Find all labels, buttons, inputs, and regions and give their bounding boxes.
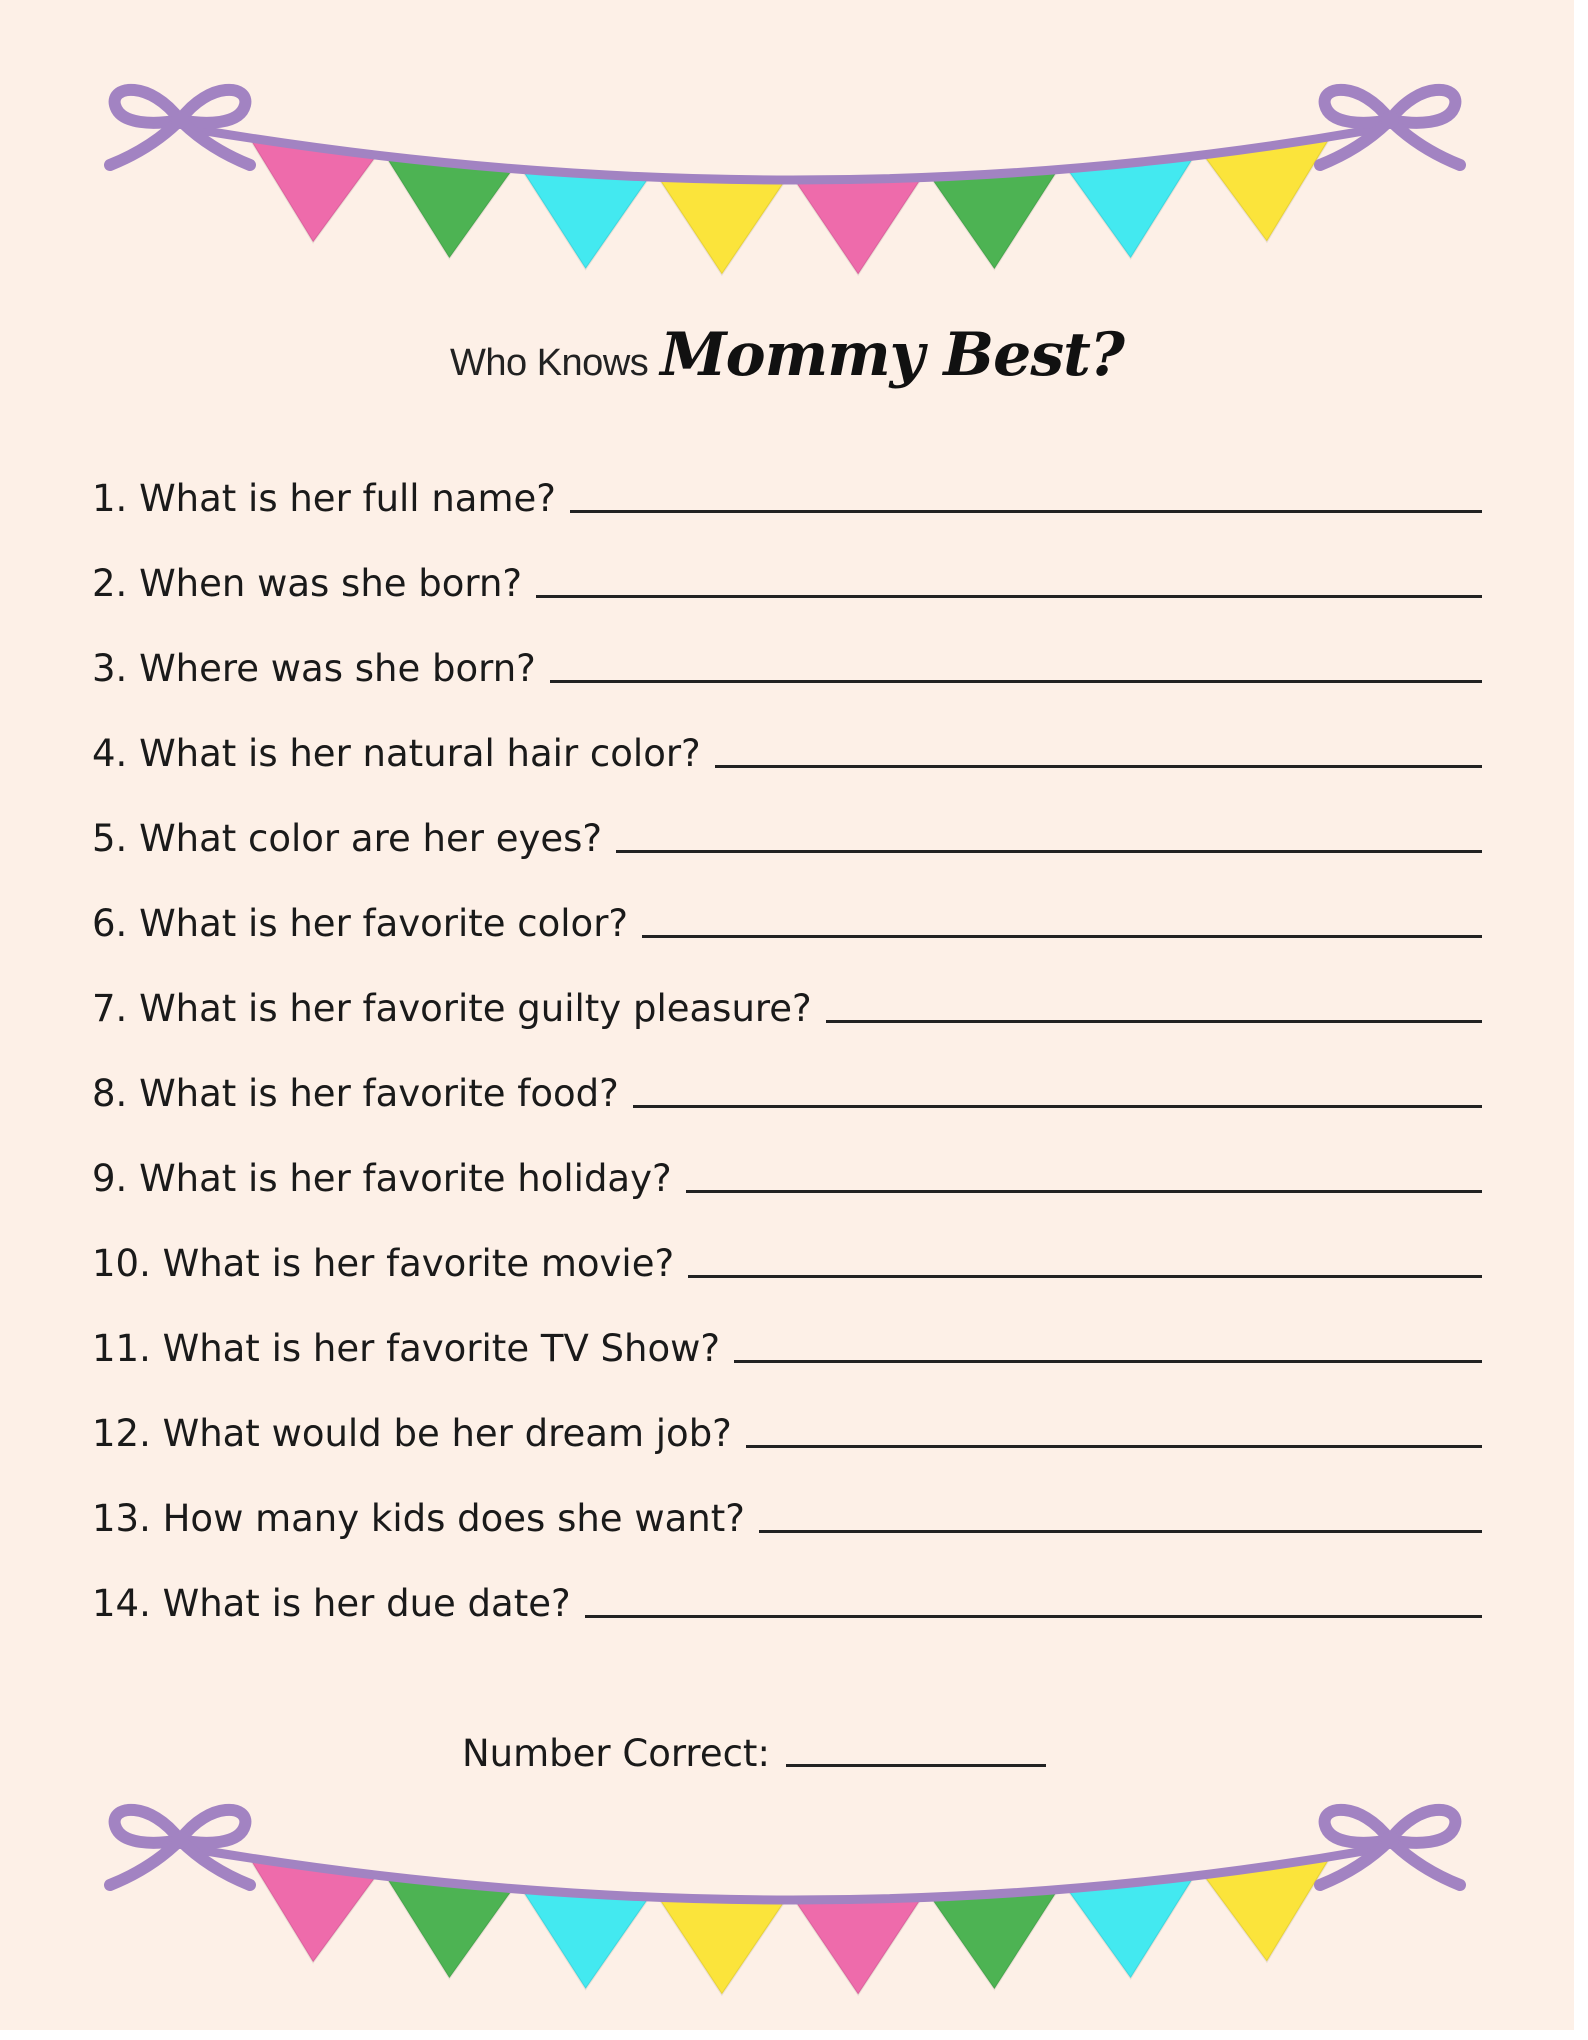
question-text: 9. What is her favorite holiday? xyxy=(92,1157,672,1201)
question-row xyxy=(92,946,1482,1031)
bunting-flag xyxy=(657,175,787,274)
question-text: 10. What is her favorite movie? xyxy=(92,1242,675,1286)
score-label: Number Correct: xyxy=(462,1732,770,1775)
answer-blank[interactable] xyxy=(688,1274,1482,1278)
bow-loop-right xyxy=(180,90,245,123)
bow-knot xyxy=(1381,111,1399,129)
ribbon-bow-icon xyxy=(110,90,250,165)
bunting-flag xyxy=(521,1887,651,1988)
bunting-string xyxy=(200,1850,1370,1900)
question-list xyxy=(92,436,1482,1626)
question-row xyxy=(92,1371,1482,1456)
bow-loop-right xyxy=(1325,1810,1390,1843)
question-row xyxy=(92,1541,1482,1626)
question-row xyxy=(92,776,1482,861)
score-field xyxy=(462,1732,1046,1775)
question-row xyxy=(92,606,1482,691)
question-text: 4. What is her natural hair color? xyxy=(92,732,701,776)
question-text: 12. What would be her dream job? xyxy=(92,1412,732,1456)
answer-blank[interactable] xyxy=(715,764,1482,768)
answer-blank[interactable] xyxy=(616,849,1482,853)
question-text: 13. How many kids does she want? xyxy=(92,1497,745,1541)
ribbon-bow-icon xyxy=(110,1810,250,1885)
bunting-flag xyxy=(793,1895,923,1994)
answer-blank[interactable] xyxy=(642,934,1482,938)
answer-blank[interactable] xyxy=(746,1444,1482,1448)
question-text: 7. What is her favorite guilty pleasure? xyxy=(92,987,812,1031)
question-text: 11. What is her favorite TV Show? xyxy=(92,1327,720,1371)
question-row xyxy=(92,1201,1482,1286)
answer-blank[interactable] xyxy=(633,1104,1482,1108)
bunting-banner-top xyxy=(0,60,1588,300)
question-text: 1. What is her full name? xyxy=(92,477,556,521)
bunting-banner-bottom xyxy=(0,1780,1588,2020)
question-row xyxy=(92,521,1482,606)
answer-blank[interactable] xyxy=(759,1529,1482,1533)
question-text: 3. Where was she born? xyxy=(92,647,536,691)
question-row xyxy=(92,691,1482,776)
bow-loop-left xyxy=(115,1810,180,1843)
ribbon-bow-icon xyxy=(1320,90,1460,165)
question-text: 14. What is her due date? xyxy=(92,1582,571,1626)
bunting-flag xyxy=(657,1895,787,1994)
question-text: 8. What is her favorite food? xyxy=(92,1072,619,1116)
question-row xyxy=(92,861,1482,946)
bow-loop-left xyxy=(1390,90,1455,123)
bunting-flag xyxy=(929,167,1059,269)
question-text: 2. When was she born? xyxy=(92,562,523,606)
question-row xyxy=(92,1031,1482,1116)
answer-blank[interactable] xyxy=(826,1019,1482,1023)
question-row xyxy=(92,1286,1482,1371)
score-blank[interactable] xyxy=(786,1763,1046,1767)
question-text: 5. What color are her eyes? xyxy=(92,817,603,861)
bunting-flag xyxy=(793,175,923,274)
bow-knot xyxy=(171,111,189,129)
question-text: 6. What is her favorite color? xyxy=(92,902,629,946)
question-row xyxy=(92,1456,1482,1541)
title-prefix: Who Knows xyxy=(450,342,649,384)
title-emphasis: Mommy Best? xyxy=(660,320,1124,390)
page-title xyxy=(0,320,1574,390)
answer-blank[interactable] xyxy=(686,1189,1482,1193)
bunting-flag xyxy=(521,167,651,268)
answer-blank[interactable] xyxy=(734,1359,1482,1363)
bow-loop-right xyxy=(180,1810,245,1843)
bow-loop-left xyxy=(1390,1810,1455,1843)
answer-blank[interactable] xyxy=(550,679,1482,683)
answer-blank[interactable] xyxy=(585,1614,1482,1618)
bow-loop-left xyxy=(115,90,180,123)
bow-loop-right xyxy=(1325,90,1390,123)
bunting-string xyxy=(200,130,1370,180)
bow-knot xyxy=(1381,1831,1399,1849)
answer-blank[interactable] xyxy=(536,594,1482,598)
answer-blank[interactable] xyxy=(570,509,1482,513)
ribbon-bow-icon xyxy=(1320,1810,1460,1885)
bunting-flag xyxy=(929,1887,1059,1989)
bow-knot xyxy=(171,1831,189,1849)
question-row xyxy=(92,1116,1482,1201)
question-row xyxy=(92,436,1482,521)
